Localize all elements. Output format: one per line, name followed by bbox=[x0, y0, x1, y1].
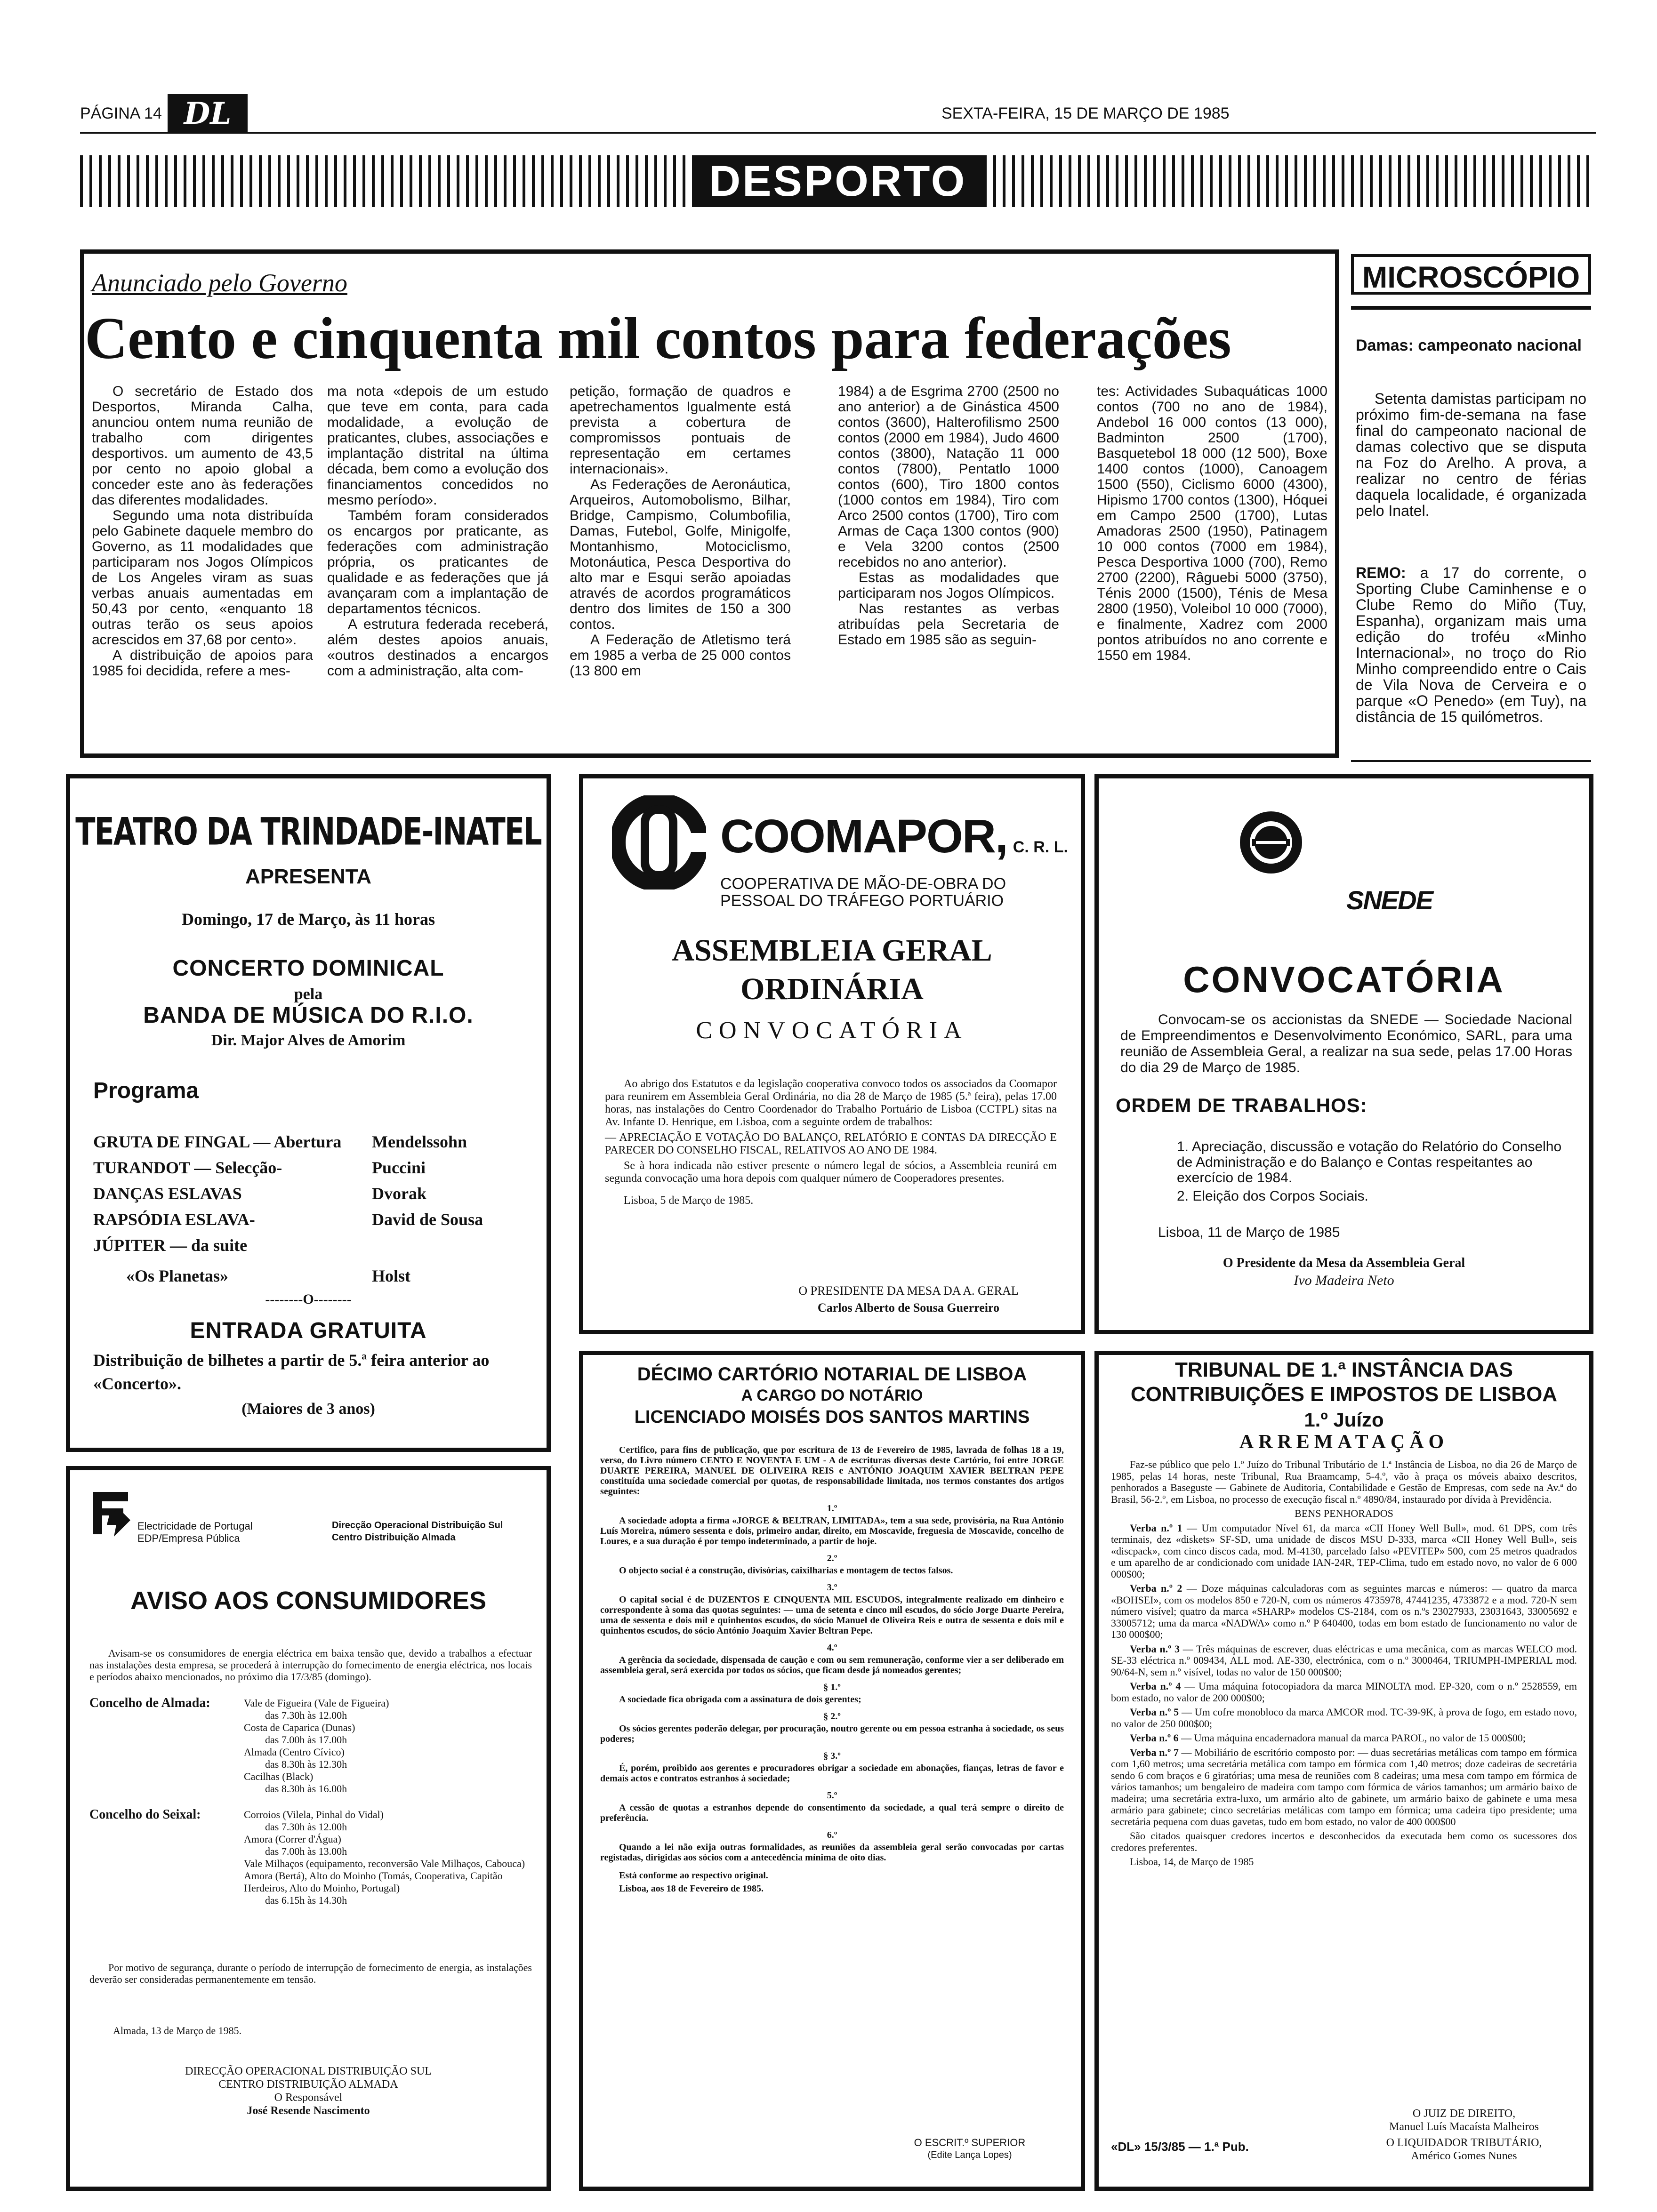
seixal-schedule-line: das 7.30h às 12.00h bbox=[265, 1821, 347, 1833]
programa-piece: GRUTA DE FINGAL — Abertura bbox=[93, 1132, 342, 1151]
tribunal-heading-2: 1.º Juízo bbox=[1304, 1409, 1384, 1431]
coomapor-body bbox=[605, 1078, 1057, 1210]
programa-item bbox=[93, 1266, 536, 1286]
article-number: § 1.º bbox=[823, 1682, 841, 1692]
verba-item bbox=[1111, 1583, 1577, 1641]
verba-text: — Uma máquina fotocopiadora da marca MINOLTA mod. EP-320, com o n.º 2528559, em bom estado, no valor de 200 000$00; bbox=[1111, 1680, 1577, 1704]
article-number: 2.º bbox=[827, 1553, 837, 1563]
entrada-gratuita: ENTRADA GRATUITA bbox=[190, 1318, 427, 1343]
almada-schedule-line: das 8.30h às 16.00h bbox=[265, 1783, 347, 1795]
article-paragraph: petição, formação de quadros e apetrechamentos Igualmente está prevista a cobertura de compromissos pontuais de representação em certames internacionais». bbox=[570, 384, 791, 477]
edp-signature-1: DIRECÇÃO OPERACIONAL DISTRIBUIÇÃO SUL bbox=[185, 2065, 432, 2077]
article-paragraph: 1984) a de Esgrima 2700 (2500 no ano anterior) a de Ginástica 4500 contos (3600), Halterofilismo 2500 contos (2000 em 1984), Judo 4600 contos (3800), Natação 11 000 contos (7800), Pentatlo 1000 contos (600), Tiro 1800 contos (1000 contos em 1984), Tiro com Arco 2500 contos (1700), Tiro com Armas de Caça 1300 contos (900) e Vela 3200 contos (2500 recebidos no ano anterior). bbox=[838, 384, 1059, 570]
stripe-band-right bbox=[984, 155, 1596, 207]
edp-title: AVISO AOS CONSUMIDORES bbox=[130, 1587, 487, 1615]
coomapor-signature-name: Carlos Alberto de Sousa Guerreiro bbox=[817, 1301, 1000, 1314]
programa-piece: JÚPITER — da suite bbox=[93, 1236, 248, 1255]
verba-label: Verba n.º 5 bbox=[1130, 1706, 1179, 1718]
coomapor-name-row bbox=[720, 809, 1078, 864]
snede-ordem-heading: ORDEM DE TRABALHOS: bbox=[1116, 1094, 1367, 1116]
article-paragraph: Também foram considerados os encargos por praticante, as federações com administração própria, os praticantes de qualidade e as federações que já avançaram com a implantação de departamentos técnicos. bbox=[327, 508, 548, 617]
verba-text: — Mobiliário de escritório composto por: — duas secretárias metálicas com tampo em fórmica com 1,60 metros; uma secretária metálica com tampo em fórmica com 1,40 metros; doze cadeiras de secretária sendo 6 com braços e 6 giratórias; uma mesa de reuniões com 8 cadeiras; uma mesa com tampo em fórmica de vários tamanhos; um bengaleiro de madeira com tampo com fórmica de vários tamanhos; um armário baixo de madeira; uma secretária extra-luxo, um armário alto de gabinete, um armário baixo de gabinete e uma mesa armário para gabinete; cinco secretárias metálicas com tampo em fórmica; uma cadeira tipo presidente; uma secretária pequena com duas gavetas, tudo em bom estado, no valor de 400 000$00 bbox=[1111, 1746, 1577, 1827]
edp-direction-line-1: Direcção Operacional Distribuição Sul bbox=[332, 1520, 503, 1531]
tribunal-signature-3: O LIQUIDADOR TRIBUTÁRIO, bbox=[1386, 2137, 1542, 2149]
stripe-band-left bbox=[80, 155, 692, 207]
article-text: A sociedade adopta a firma «JORGE & BELTRAN, LIMITADA», tem a sua sede, provisória, na Rua António Luís Moreira, número sessenta e dois, primeiro andar, direito, em Moscavide, freguesia de Moscavide, concelho de Loures, e a sua duração é por tempo indeterminado, a partir de hoje. bbox=[600, 1515, 1064, 1547]
article-number: 6.º bbox=[827, 1830, 837, 1840]
programa-piece: «Os Planetas» bbox=[126, 1266, 229, 1285]
microscopio-title: MICROSCÓPIO bbox=[1351, 254, 1591, 295]
microscopio-bottom-rule bbox=[1351, 760, 1591, 762]
seixal-schedule-line: Amora (Correr d'Água) bbox=[244, 1833, 341, 1845]
almada-schedule-line: Cacilhas (Black) bbox=[244, 1771, 314, 1782]
programa-item bbox=[93, 1158, 536, 1178]
article-column-2 bbox=[327, 384, 548, 679]
almada-schedule bbox=[244, 1697, 526, 1795]
article-paragraph: ma nota «depois de um estudo que teve em conta, para cada modalidade, a evolução de praticantes, clubes, associações e implantação distrital na última década, bem como a evolução dos financiamentos concedidos no mesmo período». bbox=[327, 384, 548, 508]
seixal-schedule-line: das 7.00h às 13.00h bbox=[265, 1845, 347, 1857]
edp-org-line-2: EDP/Empresa Pública bbox=[137, 1532, 240, 1544]
snede-signature-title: O Presidente da Mesa da Assembleia Geral bbox=[1223, 1256, 1465, 1270]
damas-text: Setenta damistas participam no próximo fim-de-semana na fase final do campeonato nacional de damas colectivo que se disputa na Foz do Arelho. A prova, a realizar no centro de férias daquela localidade, é organizada pelo Inatel. bbox=[1356, 390, 1586, 519]
programa-composer: Puccini bbox=[372, 1158, 426, 1177]
coomapor-paragraph: Se à hora indicada não estiver presente o número legal de sócios, a Assembleia reunirá em segunda convocação uma hora depois com qualquer número de Cooperadores presentes. bbox=[605, 1160, 1057, 1185]
coomapor-paragraph: Ao abrigo dos Estatutos e da legislação cooperativa convoco todos os associados da Coomapor para reunirem em Assembleia Geral Ordinária, no dia 28 de Março de 1985 (5.ª feira), pelas 17.00 horas, nas instalações do Centro Coordenador do Trabalho Portuário de Lisboa (CCTPL) sitas na Av. Infante D. Henrique, em Lisboa, com a seguinte ordem de trabalhos: bbox=[605, 1078, 1057, 1128]
seixal-schedule-line: Corroios (Vilela, Pinhal do Vidal) bbox=[244, 1809, 384, 1820]
cartorio-heading-2: A CARGO DO NOTÁRIO bbox=[741, 1387, 923, 1404]
verba-item bbox=[1111, 1732, 1577, 1744]
coomapor-agenda-point: — APRECIAÇÃO E VOTAÇÃO DO BALANÇO, RELATÓRIO E CONTAS DA DIRECÇÃO E PARECER DO CONSELHO FISCAL, RELATIVOS AO ANO DE 1984. bbox=[605, 1131, 1057, 1156]
ticket-distribution: Distribuição de bilhetes a partir de 5.ª feira anterior ao «Concerto». bbox=[93, 1351, 490, 1393]
seixal-schedule bbox=[244, 1809, 526, 1907]
edp-signature-3: O Responsável bbox=[274, 2092, 343, 2104]
cartorio-place-date: Lisboa, aos 18 de Fevereiro de 1985. bbox=[619, 1883, 764, 1894]
newspaper-logo: DL bbox=[168, 94, 248, 134]
programa-composer: Holst bbox=[372, 1266, 411, 1285]
article-paragraph: As Federações de Aeronáutica, Arqueiros, Automobolismo, Bilhar, Bridge, Campismo, Columbofilia, Damas, Futebol, Golfe, Minigolfe, Montanhismo, Motociclismo, Motonáutica, Pesca Desportiva do alto mar e Esqui serão apoiadas através de acordos programáticos dentro dos limites de 150 a 300 contos. bbox=[570, 477, 791, 632]
tribunal-signature-4: Américo Gomes Nunes bbox=[1411, 2150, 1517, 2162]
verba-text: — Um cofre monobloco da marca AMCOR mod. TC-39-9K, à prova de fogo, em estado novo, no valor de 250 000$00; bbox=[1111, 1706, 1577, 1730]
article-paragraph: A distribuição de apoios para 1985 foi decidida, refere a mes- bbox=[92, 648, 313, 679]
verba-item bbox=[1111, 1707, 1577, 1730]
verba-item bbox=[1111, 1681, 1577, 1704]
issue-date: SEXTA-FEIRA, 15 DE MARÇO DE 1985 bbox=[941, 104, 1230, 122]
snede-signature-name: Ivo Madeira Neto bbox=[1294, 1273, 1394, 1288]
article-paragraph: tes: Actividades Subaquáticas 1000 contos (700 no ano de 1984), Andebol 16 000 contos (13 000), Badminton 2500 (1700), Basquetebol 18 000 (12 500), Boxe 1400 contos (1000), Canoagem 1500 (550), Ciclismo 6000 (4300), Hipismo 1700 contos (1300), Hóquei em Campo 2500 (1700), Lutas Amadoras 2500 (1950), Patinagem 10 000 contos (7000 em 1984), Pesca Desportiva 1000 (700), Remo 2700 (2200), Râguebi 5000 (3750), Ténis 2000 (1500), Ténis de Mesa 2800 (1950), Voleibol 10 000 (7000), e finalmente, Xadrez com 2000 pontos atribuídos no ano corrente e 1550 em 1984. bbox=[1097, 384, 1327, 663]
remo-item bbox=[1356, 565, 1586, 725]
cartorio-intro: Certifico, para fins de publicação, que por escritura de 13 de Fevereiro de 1985, lavrada de folhas 18 a 19, verso, do Livro número CENTO E NOVENTA E UM - A de escrituras diversas deste Cartório, foi entre JORGE DUARTE PEREIRA, MANUEL DE OLIVEIRA REIS e ANTÓNIO JOAQUIM XAVIER BELTRAN PEPE constituída uma sociedade comercial por quotas, de responsabilidade limitada, nos termos constantes dos artigos seguintes: bbox=[600, 1445, 1064, 1497]
section-title: DESPORTO bbox=[692, 155, 984, 207]
verba-label: Verba n.º 2 bbox=[1130, 1582, 1182, 1594]
snede-agenda-item: 2. Eleição dos Corpos Sociais. bbox=[1177, 1188, 1368, 1204]
edp-signature-2: CENTRO DISTRIBUIÇÃO ALMADA bbox=[218, 2078, 398, 2091]
teatro-apresenta: APRESENTA bbox=[245, 865, 372, 888]
remo-text: a 17 do corrente, o Sporting Clube Caminhense e o Clube Remo do Miño (Tuy, Espanha), organizam mais uma edição do troféu «Minho Internacional», no troço do Rio Minho compreendido entre o Cais de Vila Nova de Cerveira e o parque «O Penedo» (em Tuy), na distância de 15 quilómetros. bbox=[1356, 564, 1587, 725]
article-number: § 2.º bbox=[823, 1711, 841, 1722]
coomapor-heading-2: ORDINÁRIA bbox=[740, 972, 924, 1006]
programa-piece: DANÇAS ESLAVAS bbox=[93, 1184, 242, 1203]
verba-text: — Um computador Nível 61, da marca «CII Honey Well Bull», mod. 61 DPS, com três terminais, dez «diskets» SF-SD, uma unidade de discos MSU D-333, marca «CII Honey Well Bull», seis «discpack», com cinco discos cada, mod. M-4130, parcelado falso «PEVITEP» 500, com 25 metros quadrados e um aparelho de ar condicionado com unidade IAN-24R, TEP-Clima, tudo em estado novo, no valor de 6 000 000$00; bbox=[1111, 1522, 1577, 1580]
verba-text: — Três máquinas de escrever, duas eléctricas e uma mecânica, com as marcas WELCO mod. SE-33 eléctrica n.º 009434, ALL mod. AE-330, electrónica, com o n.º 3000464, TRIUMPH-IMPERIAL mod. 90/64-N, sem n.º visível, todas no valor de 150 000$00; bbox=[1111, 1643, 1577, 1678]
tribunal-heading-1: TRIBUNAL DE 1.ª INSTÂNCIA DAS CONTRIBUIÇÕES E IMPOSTOS DE LISBOA bbox=[1130, 1358, 1558, 1406]
article-number: 3.º bbox=[827, 1582, 837, 1593]
article-kicker: Anunciado pelo Governo bbox=[92, 269, 347, 297]
band-director: Dir. Major Alves de Amorim bbox=[211, 1032, 406, 1049]
cartorio-signature-title: O ESCRIT.º SUPERIOR bbox=[914, 2137, 1026, 2148]
article-column-1 bbox=[92, 384, 313, 679]
age-note: (Maiores de 3 anos) bbox=[241, 1400, 375, 1418]
programa-composer: Mendelssohn bbox=[372, 1132, 467, 1151]
coomapor-suffix: C. R. L. bbox=[1013, 838, 1068, 856]
article-paragraph: Estas as modalidades que participaram nos Jogos Olímpicos. bbox=[838, 570, 1059, 601]
teatro-title: TEATRO DA TRINDADE-INATEL bbox=[75, 809, 541, 854]
article-number: 4.º bbox=[827, 1643, 837, 1653]
verba-text: São citados quaisquer credores incertos e desconhecidos da executada bem como os sucessores dos credores preferentes. bbox=[1111, 1830, 1577, 1853]
programa-heading: Programa bbox=[93, 1078, 199, 1103]
coomapor-name: COOMAPOR, bbox=[720, 810, 1007, 863]
verba-item bbox=[1111, 1523, 1577, 1580]
almada-schedule-line: Almada (Centro Cívico) bbox=[244, 1746, 345, 1758]
programa-piece: TURANDOT — Selecção- bbox=[93, 1158, 282, 1177]
article-number: 5.º bbox=[827, 1790, 837, 1801]
concert-date: Domingo, 17 de Março, às 11 horas bbox=[182, 910, 435, 929]
programa-item bbox=[93, 1210, 536, 1229]
verba-label: Verba n.º 1 bbox=[1130, 1522, 1182, 1534]
band-name: BANDA DE MÚSICA DO R.I.O. bbox=[143, 1003, 474, 1028]
article-paragraph: O secretário de Estado dos Desportos, Miranda Calha, anunciou ontem numa reunião de trabalho com dirigentes desportivos. um aumento de 43,5 por cento no apoio global a conceder este ano às federações das diferentes modalidades. bbox=[92, 384, 313, 508]
almada-schedule-line: Costa de Caparica (Dunas) bbox=[244, 1722, 355, 1733]
almada-schedule-line: Vale de Figueira (Vale de Figueira) bbox=[244, 1697, 389, 1709]
article-text: O objecto social é a construção, divisórias, caixilharias e montagem de tectos falsos. bbox=[619, 1565, 953, 1576]
article-text: O capital social é de DUZENTOS E CINQUENTA MIL ESCUDOS, integralmente realizado em dinheiro e correspondente à soma das quotas seguintes: — uma de setenta e cinco mil escudos, do sócio Jorge Duarte Pereira, uma de sessenta e dois mil e quinhentos escudos, do sócio Manuel de Oliveira Reis e outra de sessenta e dois mil e quinhentos escudos, do sócio António Joaquim Xavier Beltran Pepe. bbox=[600, 1595, 1064, 1636]
coomapor-logo-icon bbox=[612, 795, 706, 890]
programa-piece: RAPSÓDIA ESLAVA- bbox=[93, 1210, 255, 1229]
edp-logo-icon bbox=[90, 1487, 133, 1539]
almada-schedule-line: das 7.00h às 17.00h bbox=[265, 1734, 347, 1746]
verba-item bbox=[1111, 1747, 1577, 1828]
snede-logo-text: SNEDE bbox=[1346, 885, 1432, 915]
coomapor-place-date: Lisboa, 5 de Março de 1985. bbox=[624, 1194, 754, 1207]
article-number: § 3.º bbox=[823, 1751, 841, 1761]
edp-safety-note: Por motivo de segurança, durante o período de interrupção de fornecimento de energia, as instalações deverão ser consideradas permanentemente em tensão. bbox=[89, 1962, 532, 1985]
article-text: É, porém, proibido aos gerentes e procuradores obrigar a sociedade em abonações, fianças, letras de favor e demais actos e contratos estranhos à sociedade; bbox=[600, 1763, 1064, 1784]
verba-item bbox=[1111, 1643, 1577, 1678]
cartorio-closing: Está conforme ao respectivo original. bbox=[619, 1870, 768, 1881]
seixal-label: Concelho do Seixal: bbox=[89, 1807, 201, 1822]
article-paragraph: A Federação de Atletismo terá em 1985 a verba de 25 000 contos (13 800 em bbox=[570, 632, 791, 679]
article-text: A sociedade fica obrigada com a assinatura de dois gerentes; bbox=[619, 1694, 861, 1705]
tribunal-signature-2: Manuel Luís Macaísta Malheiros bbox=[1389, 2121, 1539, 2133]
article-text: Os sócios gerentes poderão delegar, por procuração, noutro gerente ou em pessoa estranha à sociedade, os seus poderes; bbox=[600, 1723, 1064, 1744]
verba-label: Verba n.º 4 bbox=[1130, 1680, 1181, 1692]
coomapor-heading-1: ASSEMBLEIA GERAL bbox=[672, 933, 992, 968]
article-text: A cessão de quotas a estranhos depende do consentimento da sociedade, a qual terá sempre o direito de preferência. bbox=[600, 1803, 1064, 1823]
verba-label: Verba n.º 7 bbox=[1130, 1746, 1179, 1758]
snede-body: Convocam-se os accionistas da SNEDE — Sociedade Nacional de Empreendimentos e Desenvolvimento Económico, SARL, para uma reunião de Assembleia Geral, a realizar na sua sede, pelas 17.00 Horas do dia 29 de Março de 1985. bbox=[1120, 1012, 1572, 1075]
coomapor-heading-3: CONVOCATÓRIA bbox=[696, 1017, 968, 1044]
verba-label: Verba n.º 6 bbox=[1130, 1732, 1179, 1744]
verba-label: Verba n.º 3 bbox=[1130, 1643, 1180, 1655]
almada-schedule-line: das 7.30h às 12.00h bbox=[265, 1709, 347, 1721]
article-paragraph: A estrutura federada receberá, além destes apoios anuais, «outros destinados a encargos com a administração, alta com- bbox=[327, 617, 548, 679]
page-number: PÁGINA 14 bbox=[80, 104, 162, 122]
snede-place-date: Lisboa, 11 de Março de 1985 bbox=[1158, 1225, 1340, 1240]
edp-org-line-1: Electricidade de Portugal bbox=[137, 1520, 253, 1532]
edp-intro: Avisam-se os consumidores de energia eléctrica em baixa tensão que, devido a trabalhos a efectuar nas instalações desta empresa, se procederá à interrupção do fornecimento de energia eléctrica, nos locais e períodos abaixo mencionados, no próximo dia 17/3/85 (domingo). bbox=[89, 1647, 532, 1683]
article-paragraph: Nas restantes as verbas atribuídas pela Secretaria de Estado em 1985 são as seguin- bbox=[838, 601, 1059, 648]
tribunal-body bbox=[1111, 1459, 1577, 1871]
article-number: 1.º bbox=[827, 1503, 837, 1514]
remo-heading: REMO: bbox=[1356, 564, 1406, 581]
programa-item bbox=[93, 1184, 536, 1203]
article-headline: Cento e cinquenta mil contos para federações bbox=[85, 306, 1231, 371]
damas-heading: Damas: campeonato nacional bbox=[1356, 337, 1582, 354]
article-text: A gerência da sociedade, dispensada de caução e com ou sem remuneração, conforme vier a ser deliberado em assembleia geral, será exercida por todos os sócios, que ficam desde já nomeados gerentes; bbox=[600, 1655, 1064, 1675]
programa-divider: --------O-------- bbox=[265, 1291, 352, 1307]
almada-schedule-line: das 8.30h às 12.30h bbox=[265, 1758, 347, 1770]
programa-item bbox=[93, 1132, 536, 1152]
article-column-4 bbox=[838, 384, 1059, 648]
article-text: Quando a lei não exija outras formalidades, as reuniões da assembleia geral serão convocadas por cartas registadas, dirigidas aos sócios com a antecedência mínima de oito dias. bbox=[600, 1842, 1064, 1863]
cartorio-heading-1: DÉCIMO CARTÓRIO NOTARIAL DE LISBOA bbox=[637, 1364, 1027, 1385]
cartorio-heading-3: LICENCIADO MOISÉS DOS SANTOS MARTINS bbox=[634, 1407, 1030, 1427]
tribunal-place-date: Lisboa, 14, de Março de 1985 bbox=[1130, 1856, 1254, 1867]
tribunal-heading-3: ARREMATAÇÃO bbox=[1239, 1431, 1449, 1453]
tribunal-intro: Faz-se público que pelo 1.º Juízo do Tribunal Tributário de 1.ª Instância de Lisboa, no dia 26 de Março de 1985, pelas 14 horas, neste Tribunal, Rua Braamcamp, 5-4.º, vão à praça os móveis abaixo descritos, penhorados a Baseguste — Gabinete de Auditoria, Contabilidade e Gestão de Empresas, com sede na Av.ª do Brasil, 56-2.º, em Lisboa, no processo de execução fiscal n.º 4890/84, instaurado por dívida à Previdência. bbox=[1111, 1459, 1577, 1505]
programa-composer: David de Sousa bbox=[372, 1210, 483, 1229]
edp-place-date: Almada, 13 de Março de 1985. bbox=[113, 2025, 242, 2036]
almada-label: Concelho de Almada: bbox=[89, 1696, 210, 1710]
bens-heading: BENS PENHORADOS bbox=[1295, 1507, 1393, 1519]
programa-item bbox=[93, 1235, 536, 1255]
creditors-note bbox=[1111, 1830, 1577, 1853]
seixal-schedule-line: das 6.15h às 14.30h bbox=[265, 1894, 347, 1906]
coomapor-signature-title: O PRESIDENTE DA MESA DA A. GERAL bbox=[798, 1284, 1019, 1298]
verba-text: — Uma máquina encadernadora manual da marca PAROL, no valor de 15 000$00; bbox=[1181, 1732, 1526, 1744]
snede-logo-icon bbox=[1238, 809, 1304, 875]
programa-composer: Dvorak bbox=[372, 1184, 426, 1203]
verba-text: — Doze máquinas calculadoras com as seguintes marcas e números: — quatro da marca «BOHSEI», com os modelos 850 e 720-N, com os números 4735978, 47441235, 4733872 e a mod. 720-N sem número visível; quatro da marca «SHARP» modelos CS-2184, com os n.ºs 23027933, 23031643, 33005692 e 33005712; uma da marca «NADWA» como n.º P 640400, todas em bom estado de funcionamento no valor de 130 000$00; bbox=[1111, 1582, 1577, 1640]
article-column-5 bbox=[1097, 384, 1327, 663]
edp-direction-line-2: Centro Distribuição Almada bbox=[332, 1532, 456, 1543]
snede-title: CONVOCATÓRIA bbox=[1183, 959, 1505, 1000]
concert-pela: pela bbox=[294, 986, 323, 1003]
tribunal-signature-1: O JUIZ DE DIREITO, bbox=[1412, 2108, 1516, 2120]
cartorio-signature-name: (Edite Lança Lopes) bbox=[927, 2150, 1012, 2160]
header-rule bbox=[80, 132, 1596, 134]
concert-title: CONCERTO DOMINICAL bbox=[172, 956, 444, 981]
article-paragraph: Segundo uma nota distribuída pelo Gabinete daquele membro do Governo, as 11 modalidades que participaram nos Jogos Olímpicos de Los Angeles viram as suas verbas anuais aumentadas em 50,43 por cento, «enquanto 18 outras terão os seus apoios acrescidos em 37,68 por cento». bbox=[92, 508, 313, 648]
microscopio-rule bbox=[1351, 306, 1591, 310]
publication-reference: «DL» 15/3/85 — 1.ª Pub. bbox=[1111, 2140, 1249, 2154]
cartorio-body bbox=[600, 1445, 1064, 1897]
edp-signature-4: José Resende Nascimento bbox=[247, 2105, 370, 2117]
snede-agenda-item: 1. Apreciação, discussão e votação do Relatório do Conselho de Administração e do Balanço e Contas respeitantes ao exercício de 1984. bbox=[1177, 1139, 1562, 1186]
seixal-schedule-line: Vale Milhaços (equipamento, reconversão Vale Milhaços, Cabouca) Amora (Bertá), Alto do Moinho (Tomás, Cooperativa, Capitão Herdeiros, Alto do Moinho, Portugal) bbox=[244, 1858, 525, 1894]
coomapor-subtitle: COOPERATIVA DE MÃO-DE-OBRA DO PESSOAL DO TRÁFEGO PORTUÁRIO bbox=[720, 875, 1006, 910]
article-column-3 bbox=[570, 384, 791, 679]
